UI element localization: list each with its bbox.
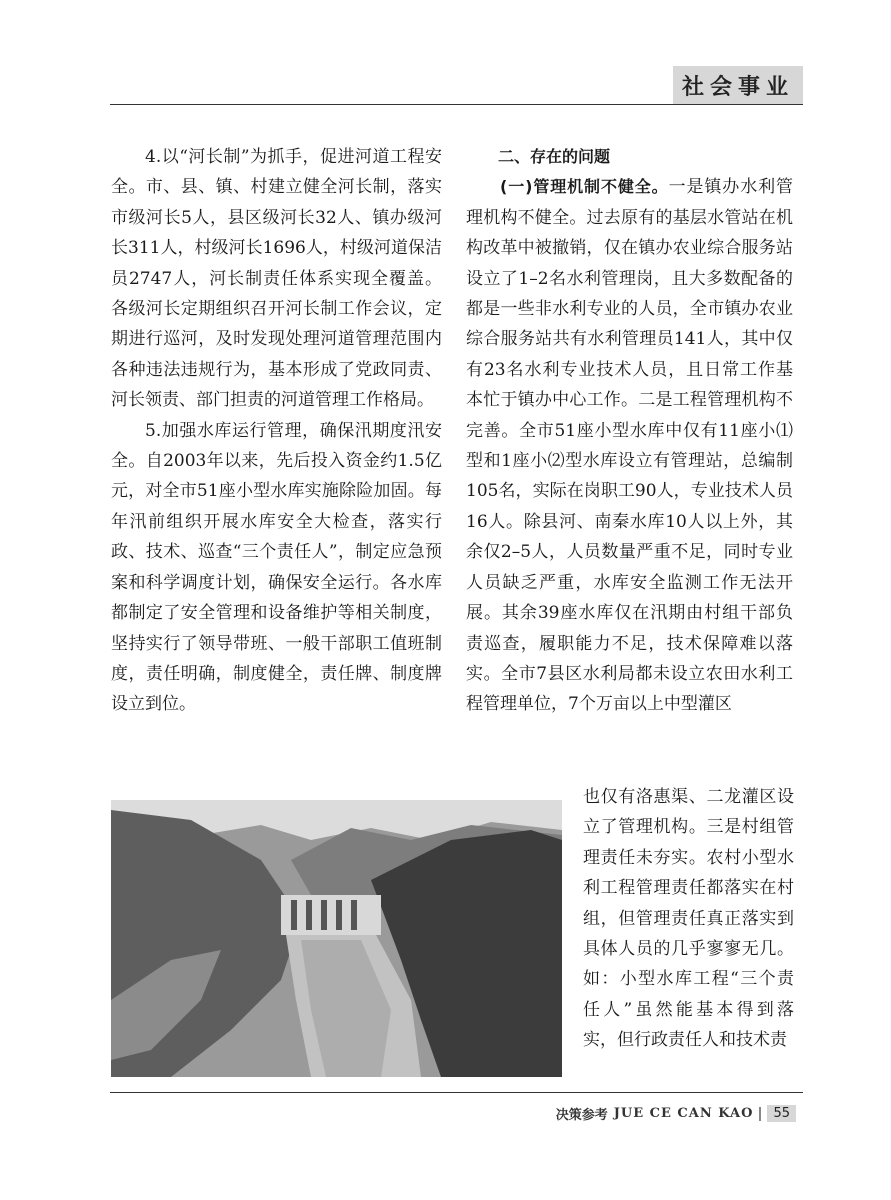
header-rule [110,104,803,105]
section-tag-label: 社会事业 [681,74,794,100]
subsection-heading: (一)管理机制不健全。 [500,177,669,197]
section-tag [673,66,803,104]
wrap-text-column [583,782,794,1056]
paragraph-reservoir: 5.加强水库运行管理，确保汛期度汛安全。自2003年以来，先后投入资金约1.5亿元，对全市51座小型水库实施除险加固。每年汛前组织开展水库安全大检查，落实行政、技术、巡查“三个责任人”，制定应急预案和科学调度计划，确保安全运行。各水库都制定了安全管理和设备维护等相关制度，坚持实行了领导带班、一般干部职工值班制度，责任明确，制度健全，责任牌、制度牌设立到位。 [111,420,442,715]
paragraph-mechanism [466,172,793,719]
right-column [466,142,793,720]
footer-rule [110,1092,803,1093]
paragraph-mechanism-text: 一是镇办水利管理机构不健全。过去原有的基层水管站在机构改革中被撤销，仅在镇办农业综合服务站设立了1–2名水利管理岗，且大多数配备的都是一些非水利专业的人员，全市镇办农业综合服务站共有水利管理员141人，其中仅有23名水利专业技术人员，且日常工作基本忙于镇办中心工作。二是工程管理机构不完善。全市51座小型水库中仅有11座小⑴型和1座小⑵型水库设立有管理站，总编制105名，实际在岗职工90人，专业技术人员16人。除县河、南秦水库10人以上外，其余仅2–5人，人员数量严重不足，同时专业人员缺乏严重，水库安全监测工作无法开展。其余39座水库仅在汛期由村组干部负责巡查，履职能力不足，技术保障难以落实。全市7县区水利局都未设立农田水利工程管理单位，7个万亩以上中型灌区 [466,177,793,715]
publication-name-en: JUE CE CAN KAO [613,1106,754,1121]
section-heading: 二、存在的问题 [498,147,611,166]
paragraph-wrap: 也仅有洛惠渠、二龙灌区设立了管理机构。三是村组管理责任未夯实。农村小型水利工程管理责任都落实在村组，但管理责任真正落实到具体人员的几乎寥寥无几。如：小型水库工程“三个责任人”虽然能基本得到落实，但行政责任人和技术责 [583,787,794,1051]
paragraph-river-chief: 4.以“河长制”为抓手，促进河道工程安全。市、县、镇、村建立健全河长制，落实市级河长5人，县区级河长32人、镇办级河长311人，村级河长1696人，村级河道保洁员2747人，河长制责任体系实现全覆盖。各级河长定期组织召开河长制工作会议，定期进行巡河，及时发现处理河道管理范围内各种违法违规行为，基本形成了党政同责、河长领责、部门担责的河道管理工作格局。 [111,147,442,411]
publication-name-cn: 决策参考 [555,1108,608,1123]
reservoir-dam-photo [111,800,562,1077]
page-number: 55 [767,1105,796,1122]
footer [556,1104,796,1123]
footer-divider [759,1107,761,1121]
left-column [111,142,442,720]
